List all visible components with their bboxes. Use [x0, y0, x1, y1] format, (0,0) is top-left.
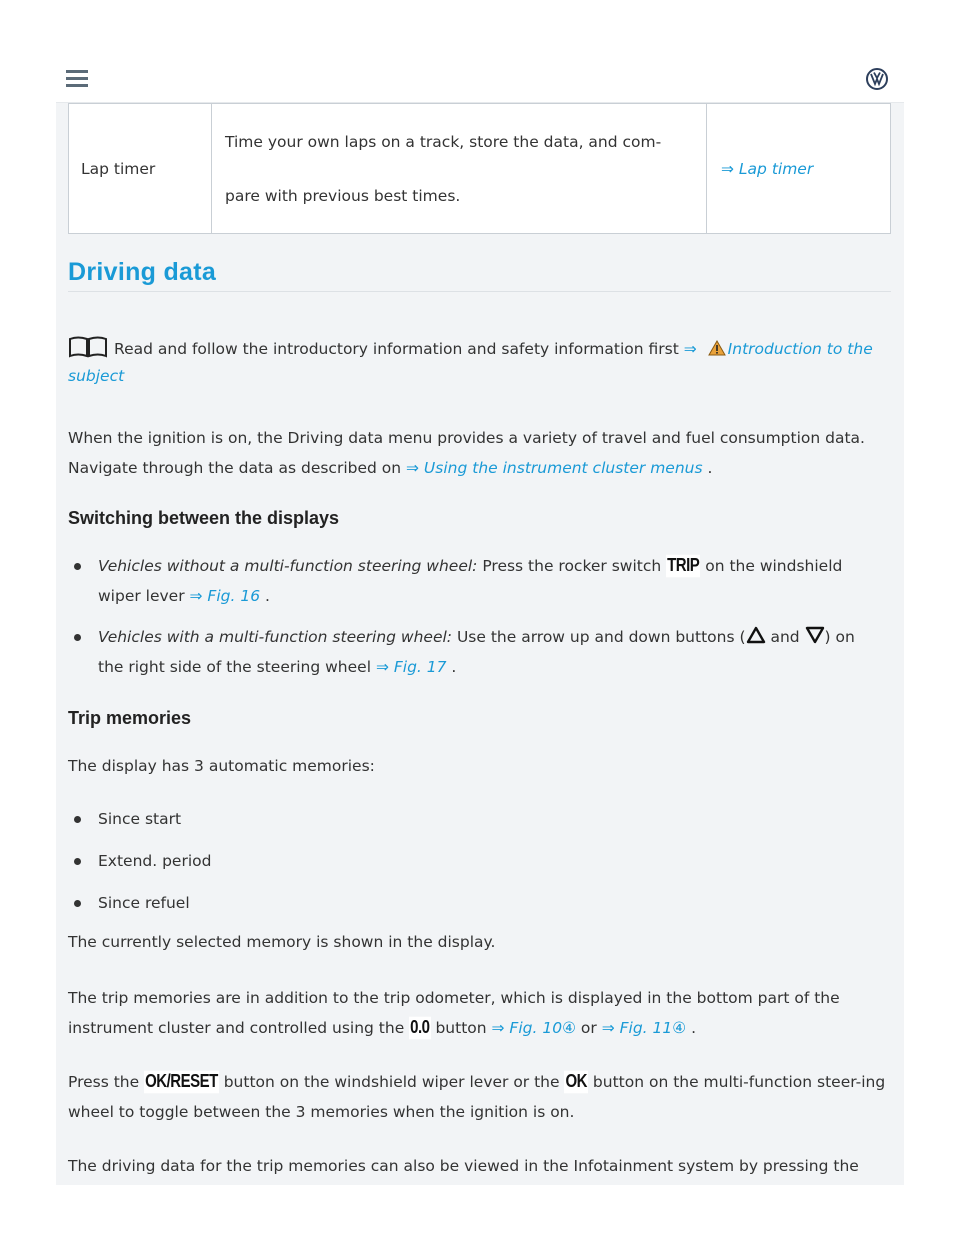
list-item — [74, 888, 884, 918]
bullet-end: . — [260, 587, 270, 605]
bullet-dot — [74, 563, 81, 570]
odometer-text: The trip memories are in addition to the trip odometer, which is displayed in the bottom part of the instrument cluster and controlled using the — [68, 989, 840, 1037]
bullet-text: Use the arrow up and down buttons ( — [452, 628, 746, 646]
switching-heading: Switching between the displays — [68, 508, 340, 528]
top-bar — [56, 56, 904, 103]
memory-item: Since refuel — [98, 894, 190, 912]
bullet-text: Press the rocker switch — [477, 557, 667, 575]
ok-reset-button-glyph: OK/RESET — [145, 1070, 218, 1092]
lap-timer-link[interactable]: ⇒ Lap timer — [721, 159, 814, 178]
intro-paragraph — [68, 423, 891, 483]
bullet-end: . — [446, 658, 457, 676]
description-line-2: pare with previous best times. — [225, 186, 461, 205]
intro-note — [68, 336, 891, 390]
ok-button-glyph: OK — [565, 1070, 587, 1092]
arrow-down-icon — [805, 626, 825, 644]
odometer-text: or — [575, 1019, 602, 1037]
document-body — [56, 103, 904, 1185]
bullet-dot — [74, 900, 81, 907]
intro-end: . — [702, 459, 713, 477]
fig-16-link[interactable]: ⇒ Fig. 16 — [189, 587, 261, 605]
list-item — [74, 551, 884, 611]
memory-item: Extend. period — [98, 852, 212, 870]
instrument-cluster-menus-link[interactable]: ⇒ Using the instrument cluster menus — [406, 459, 703, 477]
section-title: Driving data — [68, 258, 217, 286]
odometer-end: . — [686, 1019, 696, 1037]
trip-lead: The display has 3 automatic memories: — [68, 757, 375, 775]
note-text: Read and follow the introductory information and safety information first — [114, 340, 679, 358]
odometer-text: button — [430, 1019, 492, 1037]
hamburger-menu-icon[interactable] — [66, 68, 88, 88]
bullet-text: ) on the right side of the steering wheel — [98, 628, 855, 676]
selected-memory-paragraph: The currently selected memory is shown in the display. — [68, 933, 496, 951]
fig-11-link[interactable]: ⇒ Fig. 11④ — [601, 1019, 687, 1037]
bullet-dot — [74, 634, 81, 641]
infotainment-paragraph: The driving data for the trip memories can also be viewed in the Infotainment system by pressing the — [68, 1157, 859, 1175]
feature-link-cell — [707, 104, 891, 234]
list-item — [74, 622, 884, 682]
feature-name: Lap timer — [69, 104, 212, 234]
section-divider — [68, 291, 891, 292]
note-arrow[interactable]: ⇒ — [683, 340, 697, 358]
feature-table — [68, 103, 891, 234]
bullet-text: on the windshield wiper lever — [98, 557, 843, 605]
bullet-text: and — [765, 628, 805, 646]
list-item — [74, 846, 884, 876]
book-icon — [68, 336, 108, 358]
warning-icon — [708, 340, 726, 356]
memory-item: Since start — [98, 810, 182, 828]
bullet-italic-label: Vehicles with a multi-function steering wheel: — [98, 628, 453, 646]
odometer-paragraph — [68, 983, 891, 1043]
trip-memories-heading: Trip memories — [68, 708, 192, 728]
intro-text: When the ignition is on, the Driving data menu provides a variety of travel and fuel consumption data. Navigate through the data as described on — [68, 429, 865, 477]
press-paragraph — [68, 1067, 891, 1127]
vw-logo-icon[interactable] — [866, 68, 888, 90]
press-text: Press the — [68, 1073, 145, 1091]
trip-button-glyph: TRIP — [667, 554, 700, 576]
fig-17-link[interactable]: ⇒ Fig. 17 — [375, 658, 447, 676]
press-text: button on the multi-function steer-ing wheel to toggle between the 3 memories when the ignition is on. — [68, 1073, 886, 1121]
list-item — [74, 804, 884, 834]
bullet-dot — [74, 816, 81, 823]
arrow-up-icon — [746, 626, 766, 644]
table-row — [69, 104, 891, 234]
bullet-italic-label: Vehicles without a multi-function steering wheel: — [98, 557, 478, 575]
introduction-link[interactable]: Introduction to the subject — [68, 340, 873, 385]
fig-10-link[interactable]: ⇒ Fig. 10④ — [491, 1019, 576, 1037]
reset-00-button-glyph: 0.0 — [410, 1016, 430, 1038]
press-text: button on the windshield wiper lever or the — [218, 1073, 565, 1091]
description-line-1: Time your own laps on a track, store the data, and com- — [225, 132, 662, 151]
feature-description — [212, 104, 707, 234]
bullet-dot — [74, 858, 81, 865]
